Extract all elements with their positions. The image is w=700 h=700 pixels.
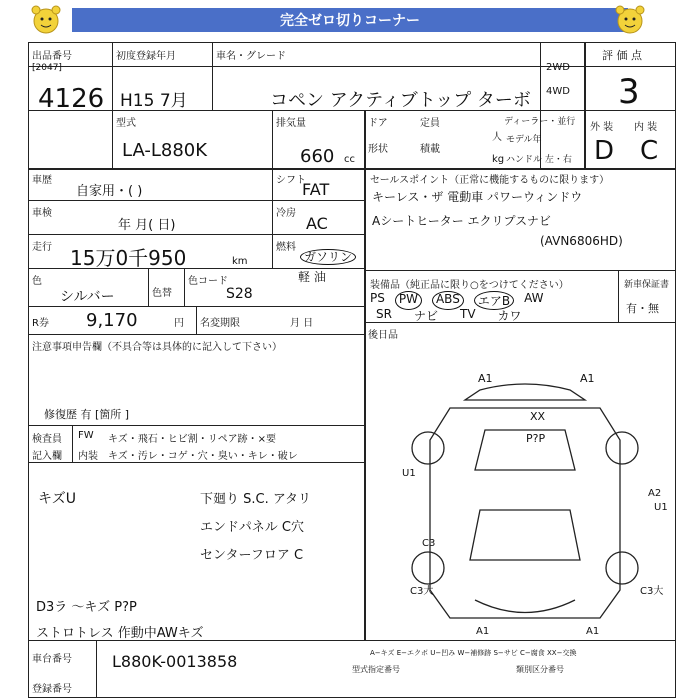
model-year-label: モデル年 (506, 135, 542, 145)
door-label: ドア (368, 118, 388, 129)
color-value: シルバー (60, 289, 115, 305)
int-label: 内 装 (634, 122, 658, 133)
mileage-value: 15万0千950 (70, 246, 187, 270)
color-code-label: 色コード (188, 276, 228, 287)
fuel-gasoline: ガソリン (300, 249, 356, 265)
kg-unit: kg (492, 154, 505, 165)
sales-label: セールスポイント（正常に機能するものに限ります） (370, 175, 610, 186)
color-change-label: 色替 (152, 288, 172, 299)
notes-label: 注意事項申告欄（不具合等は具体的に記入して下さい） (32, 342, 282, 353)
handnote-5: D3ラ ～キズ P?P (36, 600, 137, 615)
warranty-label: 新車保証書 (624, 280, 670, 290)
handnote-1: キズU (38, 491, 76, 507)
capacity-unit: 人 (492, 132, 502, 143)
mark-1: A1 (478, 372, 493, 385)
mark-3: XX (530, 410, 546, 423)
equip-abs: ABS (432, 291, 464, 310)
fuel-diesel: 軽 油 (298, 270, 326, 284)
banner-title: 完全ゼロ切りコーナー (72, 8, 628, 32)
mark-9: C3大 (410, 586, 434, 597)
rating-value: 3 (618, 72, 640, 112)
equip-sr: SR (376, 307, 392, 321)
drive-4wd: 4WD (546, 86, 570, 97)
handnote-4: センターフロア C (200, 548, 304, 563)
equip-navi: ナビ (413, 309, 438, 323)
sales-line-2: Aシートヒーター エクリプスナビ (372, 214, 551, 228)
equip-airbag: エアB (474, 291, 514, 310)
handle-label: ハンドル 左・右 (506, 155, 572, 165)
drive-2wd: 2WD (546, 62, 570, 73)
interior-items: キズ・汚レ・コゲ・穴・臭い・キレ・破レ (108, 451, 298, 462)
sales-line-3: (AVN6806HD) (540, 234, 623, 248)
warranty-value: 有・無 (626, 302, 659, 315)
mark-11: A1 (476, 626, 490, 637)
mark-6: A2 (648, 488, 662, 499)
yen-unit: 円 (174, 318, 184, 329)
serial-label: 車台番号 (32, 654, 72, 665)
equip-aw: AW (524, 291, 544, 305)
repair-label: 修復歴 有 [箇所 ] (44, 408, 130, 421)
equip-leather: カワ (497, 309, 522, 323)
mark-8: C3 (422, 538, 436, 549)
class-label: 類別区分番号 (516, 665, 564, 674)
legend: A−キズ E−エクボ U−凹み W−補修跡 S−サビ C−腐食 XX−交換 (370, 649, 577, 657)
reg-label: 登録番号 (32, 684, 72, 695)
car-value: コペン アクティブトップ ターボ (270, 90, 531, 111)
model-value: LA-L880K (122, 140, 208, 161)
mascot-icon (614, 4, 646, 36)
handnote-2: 下廻り S.C. アタリ (200, 492, 311, 507)
first-reg-value: H15 7月 (120, 91, 188, 111)
fuel-value (300, 248, 356, 265)
mark-12: A1 (586, 626, 600, 637)
form-label: 型式指定番号 (352, 665, 400, 674)
handnote-3: エンドパネル C穴 (200, 520, 304, 535)
lot-sub: [2047] (32, 63, 62, 73)
lot-label: 出品番号 (32, 51, 72, 62)
km-unit: km (232, 256, 248, 267)
expiry-label: 名変期限 (200, 318, 240, 329)
mascot-icon (30, 4, 62, 36)
inspector-label: 検査員 (32, 434, 62, 445)
fw-label: FW (78, 430, 94, 441)
serial-value: L880K-0013858 (112, 652, 238, 671)
first-reg-label: 初度登録年月 (116, 51, 176, 62)
cc-unit: cc (344, 154, 355, 165)
car-label: 車名・グレード (216, 51, 286, 62)
displacement-label: 排気量 (276, 118, 306, 129)
equip-pw: PW (395, 291, 422, 310)
banner (0, 0, 700, 40)
mark-10: C3大 (640, 586, 664, 597)
rating-label: 評 価 点 (602, 49, 642, 62)
inspection-value: 年 月( 日) (118, 218, 176, 233)
dealer-label: ディーラー・並行 (504, 117, 576, 127)
mileage-label: 走行 (32, 242, 52, 253)
cooler-value: AC (306, 214, 328, 233)
mark-7: U1 (654, 502, 668, 513)
color-code-value: S28 (226, 286, 253, 302)
load-label: 積載 (420, 144, 440, 155)
equip-ps: PS (370, 291, 385, 305)
interior-label: 内装 (78, 451, 98, 462)
recycle-label: R券 (32, 318, 49, 329)
after-label: 後日品 (368, 330, 398, 341)
handnote-6: ストロトレス 作動中AWキズ (36, 626, 204, 641)
mark-4: P?P (526, 432, 546, 445)
equip-tv: TV (459, 307, 476, 321)
model-label: 型式 (116, 118, 136, 129)
capacity-label: 定員 (420, 118, 440, 129)
equip-label: 装備品（純正品に限り○をつけてください） (370, 280, 569, 291)
int-value: C (640, 136, 659, 166)
sales-line-1: キーレス・ザ 電動車 パワーウィンドウ (372, 190, 583, 204)
fuel-label: 燃料 (276, 242, 296, 253)
shift-label: シフト (276, 175, 306, 186)
cooler-label: 冷房 (276, 208, 296, 219)
expiry-value: 月 日 (290, 318, 314, 329)
recycle-value: 9,170 (86, 310, 138, 331)
mark-2: A1 (580, 372, 595, 385)
fw-items: キズ・飛石・ヒビ割・リペア跡・×要 (108, 434, 276, 445)
history-value: 自家用・( ) (76, 184, 143, 199)
shape-label: 形状 (368, 144, 388, 155)
ext-value: D (594, 136, 615, 166)
lot-number: 4126 (38, 84, 105, 114)
displacement-value: 660 (300, 146, 335, 167)
color-label: 色 (32, 276, 42, 287)
history-label: 車歴 (32, 175, 52, 186)
shift-value: FAT (302, 180, 330, 199)
mark-5: U1 (402, 468, 416, 479)
ext-label: 外 装 (590, 122, 614, 133)
inspection-label: 車検 (32, 208, 52, 219)
entry-label: 記入欄 (32, 451, 62, 462)
equip-row-2 (376, 307, 522, 324)
